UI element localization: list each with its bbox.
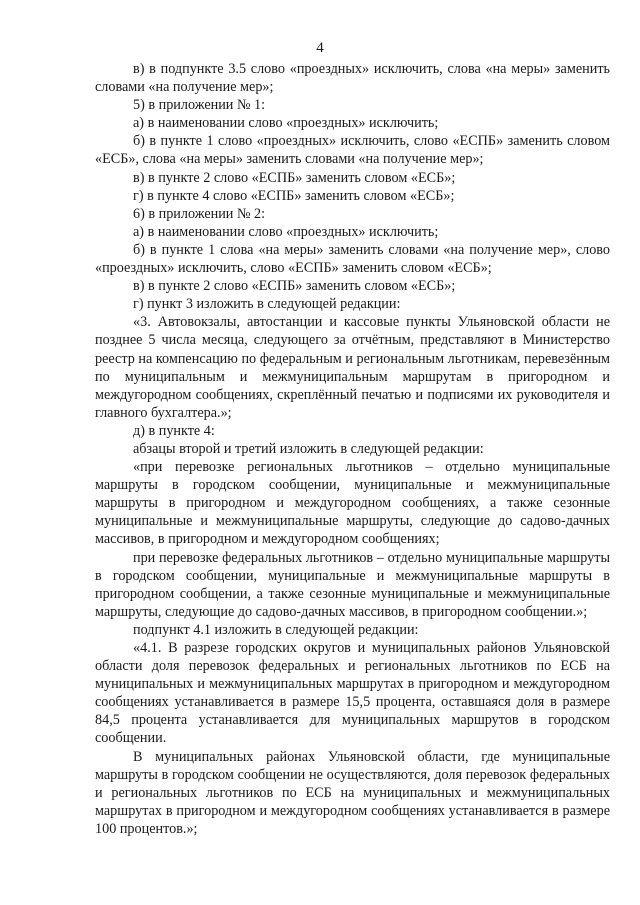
paragraph-3: а) в наименовании слово «проездных» исключить; [133, 115, 439, 132]
paragraph-8: а) в наименовании слово «проездных» исключить; [133, 223, 439, 240]
document-body [95, 60, 610, 838]
paragraph-15: «при перевозке региональных льготников – отдельно муниципальные маршруты в городском сообщении, муниципальные и межмуниципальные маршруты в пригородном и междугородном сообщениях, а также сезонные муниципальные и межмуниципальные маршруты, следующие до садово-дачных массивов, в пригородном и междугородном сообщениях; [95, 459, 610, 548]
paragraph-6: г) в пункте 4 слово «ЕСПБ» заменить словом «ЕСБ»; [133, 187, 455, 204]
paragraph-16: при перевозке федеральных льготников – отдельно муниципальные маршруты в городском сообщении, муниципальные и межмуниципальные маршруты в пригородном сообщении, а также сезонные муниципальные и межмуниципальные маршруты, следующие до садово-дачных массивов, в пригородном сообщении.»; [95, 549, 610, 620]
paragraph-1: в) в подпункте 3.5 слово «проездных» исключить, слова «на меры» заменить словами «на получение мер»; [95, 61, 610, 96]
paragraph-4: б) в пункте 1 слово «проездных» исключить, слово «ЕСПБ» заменить словом «ЕСБ», слова «на меры» заменить словами «на получение мер»; [95, 133, 610, 168]
paragraph-7: 6) в приложении № 2: [133, 205, 266, 222]
paragraph-9: б) в пункте 1 слова «на меры» заменить словами «на получение мер», слово «проездных» исключить, слово «ЕСПБ» заменить словом «ЕСБ»; [95, 241, 610, 277]
paragraph-19: В муниципальных районах Ульяновской области, где муниципальные маршруты в городском сообщении не осуществляются, доля перевозок федеральных и региональных льготников по ЕСБ на муниципальных и межмуниципальных маршрутах в пригородном и междугородном сообщениях устанавливается в размере 100 процентов.»; [95, 748, 610, 837]
paragraph-11: г) пункт 3 изложить в следующей редакции: [133, 296, 401, 313]
paragraph-10: в) в пункте 2 слово «ЕСПБ» заменить словом «ЕСБ»; [133, 278, 456, 295]
page-number: 4 [316, 40, 324, 56]
paragraph-13: д) в пункте 4: [133, 422, 215, 439]
paragraph-18: «4.1. В разрезе городских округов и муниципальных районов Ульяновской области доля перевозок федеральных и региональных льготников по ЕСБ на муниципальных и межмуниципальных маршрутах в пригородном и междугородном сообщениях устанавливается в размере 15,5 процента, оставшаяся доля в размере 84,5 процента устанавливается для муниципальных маршрутов в городском сообщении. [95, 640, 610, 747]
paragraph-14: абзацы второй и третий изложить в следующей редакции: [133, 440, 484, 457]
paragraph-2: 5) в приложении № 1: [133, 97, 266, 114]
paragraph-17: подпункт 4.1 изложить в следующей редакции: [133, 621, 419, 638]
paragraph-12: «3. Автовокзалы, автостанции и кассовые пункты Ульяновской области не позднее 5 числа месяца, следующего за отчётным, представляют в Министерство реестр на компенсацию по федеральным и региональным льготникам, перевезённым по муниципальным и межмуниципальным маршрутам в пригородном и междугородном сообщениях, скреплённый печатью и подписями их руководителя и главного бухгалтера.»; [95, 314, 610, 421]
paragraph-5: в) в пункте 2 слово «ЕСПБ» заменить словом «ЕСБ»; [133, 169, 456, 186]
